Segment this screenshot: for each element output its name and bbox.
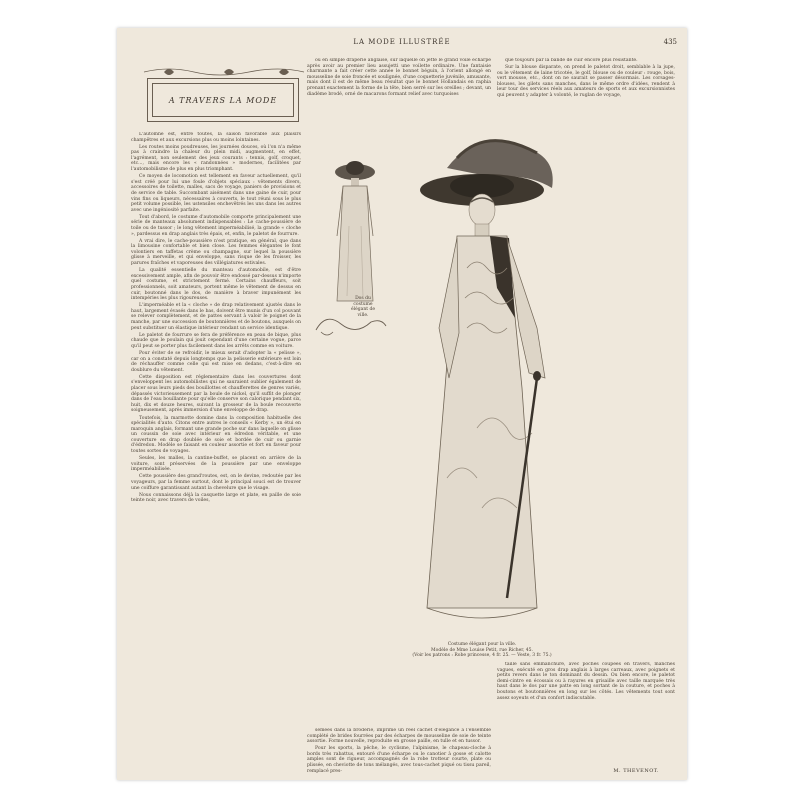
caption-title: Costume élégant pour la ville. [447, 642, 517, 647]
page-number: 435 [663, 38, 677, 46]
paragraph: Nous connaissons déjà la casquette large et plate, en paille de soie teinte noir, avec travers de voiles, [131, 492, 301, 504]
text-column-1 [131, 132, 301, 752]
paragraph: L'imperméable et la « cloche » de drap relativement ajustés dans le haut, largement évasés dans le bas, doivent être munis d'un col pouvant se relever complètement, et de pattes servant à valoir le poignet de la manche, par une succession de boutonnières et de boutons, auxquels on peut substituer un élastique intérieur rendant un service identique. [131, 303, 301, 331]
flourish-ornament [311, 310, 391, 340]
paragraph: Les routes moins poudreuses, les journées douces, où l'on n'a même pas à craindre la chaleur du plein midi, augmentent, en effet, l'agrément, non seulement des jeux courants : tennis, golf, croquet, etc..., mais encore les « randonnées » modernes, facilitées par l'automobilisme de plus en plus triomphant. [131, 144, 301, 173]
paragraph: Sur la blouse disparate, on prend le paletot droit, semblable à la jupe, ou le vêtement de laine tricotée, le golf, blouse ou de couleur : rouge, bois, vert mousse, etc., dont on ne saurait se passer désormais. Les corsages-blouses, les gilets sans manches, dans le même ordre d'idées, rendent à leur tour des services réels aux amateurs de sports et aux excursionnistes qui peuvent y adapter à volonté, le ruglan de voyage, [497, 65, 675, 99]
article-heading: A TRAVERS LA MODE [168, 95, 278, 105]
paragraph: Toutefois, la marmotte domine dans la composition habituelle des spécialités d'auto. Citons entre autres le conseils « Kerby », un étui en maroquin anglais, formant une grande poche sur dans laquelle on glisse un coussin de soie avec intérieur en édredon véritable, et une couverture en drap doublée de soie et bordée de cuir ou garnie d'édredon. Modèle se faisant en couleur assortie et fort en faveur pour toutes sortes de voyages. [131, 415, 301, 455]
text-column-3-bottom [497, 662, 675, 748]
journal-title: LA MODE ILLUSTRÉE [353, 38, 451, 46]
text-column-2-bottom [307, 728, 491, 778]
illustration-caption [387, 642, 577, 659]
text-column-2-top [307, 58, 491, 130]
header-ornament [139, 64, 309, 78]
paragraph: que toujours par la bande de cuir encore plus résistante. [505, 58, 638, 63]
author-signature: M. THEVENOT. [613, 768, 659, 774]
paragraph: Ce moyen de locomotion est tellement en faveur actuellement, qu'il s'est créé pour lui une foule d'objets spéciaux : vêtements divers, accessoires de toilette, malles, sacs de voyage, paniers de provisions et de service de table. Succombant aisément dans une gaine de cuir, pour vins fins ou liqueurs, nécessaires à couverts, le tout réuni sous le plus petit volume possible, les ustensiles enchevêtrés les uns dans les autres avec une ingéniosité parfaite. [131, 174, 301, 213]
fashion-illustration [387, 128, 577, 638]
article-heading-box [147, 78, 299, 122]
caption-model: Modèle de Mme Louise Petit, rue Richer, 45. [431, 647, 533, 653]
paragraph: taillé sans emmanchure, avec poches coupées en travers, manches vagues, exécuté en gros drap anglais à larges carreaux, avec poignets et petits revers dans le ton dominant du dessin. Ou bien encore, le paletot demi-cintre en écossais ou à rayures en grisaille avec taille marquée très haut dans le dos par une patte en long sortant de la couture, et poches à boutons et boutonnières en long sur les côtés. Les vêtements tout sont assez soyeuts et d'un confort indiscutable. [497, 662, 675, 701]
paragraph: Cette disposition est réglementaire dans les couvertures dont s'enveloppent les automobilistes qui ne sauraient oublier également de placer sous leurs pieds des bouillottes et chaufferettes de genres variés, dépassés victorieusement par la boule de nickel, qu'il suffit de plonger dans de l'eau bouillante pour qu'elle conserve son calorique pendant six, huit, dix et douze heures, suivant la grosseur de la boule recouverte soigneusement, après immersion d'une enveloppe de drap. [131, 374, 301, 414]
paragraph: Cette poussière des grand'routes, est, on le devine, redoutée par les voyageurs, par la femme surtout, dont le principal souci est de trouver une coiffure garantissant autant la chevelure que le visage. [131, 474, 301, 491]
paragraph: semées dans la broderie, imprimé un réel cachet d'élégance à l'ensemble complété de brides fourrées par des écharpes de mousseline de soie de teinte assortie. Forme nouvelle, reproduite en grosse paille, en tulle et en tussor. [307, 728, 491, 745]
caption-patterns: (Voir les patrons : Robe princesse, 4 fr. 25. — Veste, 3 fr. 75.) [412, 653, 552, 658]
paragraph: Pour les sports, la pêche, le cyclisme, l'alpinisme, le chapeau-cloche à bords très rabattus, entouré d'une écharpe ou le canotier à gosse et calotte amples sont de rigueur, accompagnés de la robe trotteur courte, plate ou plissée, en cheviotte de tons mélangés, avec tous-cachet piqué ou tissu pareil, remplacé pres- [307, 746, 491, 774]
back-view-illustration [325, 156, 385, 306]
back-view-caption: Dos du costume élégant de ville. [350, 296, 375, 318]
paragraph: La qualité essentielle du manteau d'automobile, est d'être excessivement ample, afin de pouvoir être endossé par-dessus n'importe quel costume, et strictement fermé. Certains chauffeurs, soit professionnels, soit amateurs, portent même le vêtement de dessus en cuir, boutonné dans le dos, de manière à braver impunément les intempéries les plus rigoureuses. [131, 268, 301, 302]
paragraph: Pour éviter de se refroidir, le mieux serait d'adopter la « pelisse », car on a constaté depuis longtemps que la pelisserie extérieure est loin de réchauffer comme celle qui est mise en dedans, c'est-à-dire en doublure du vêtement. [131, 350, 301, 373]
paragraph: Tout d'abord, le costume d'automobile comporte principalement une série de manteaux absolument indispensables : Le cache-poussière de toile ou de tussor ; le long vêtement imperméabilisé, la grande « cloche », pardessus en drap anglais très épais, et, enfin, le paletot de fourrure. [131, 214, 301, 237]
page-header [117, 38, 687, 50]
paragraph: ou en simple draperie anglaise, sur laquelle on jette le grand voile écharpe après avoir au premier lieu assujetti une voilette ordinaire. Une fantaisie charmante a fait créer cette année le bonnet béguin, à l'orient allongé en mousseline de soie froncée et soulignée, d'une coquetterie juvénile, amusante, mais dont il est de même beau résultat que le bonnet Hollandais en raphia prenant exactement la forme de la tête, bien serré sur les oreilles ; devant, un diadème brodé, orné de macarons formant relief avec turquoises [307, 58, 491, 97]
paragraph: Le paletot de fourrure se fera de préférence en peau de bique, plus chaude que le poulain qui jouit cependant d'une certaine vogue, parce qu'il peut se porter plus facilement dans les arrêts comme en voiture. [131, 332, 301, 349]
paragraph: Seules, les malles, la cantine-buffet, se placent en arrière de la voiture, sont préservées de la poussière par une enveloppe imperméabilisée. [131, 456, 301, 473]
text-column-3-top [497, 58, 675, 138]
paragraph: A vrai dire, le cache-poussière n'est pratique, en général, que dans la limousine confortable et bien close. Les femmes élégantes le font volontiers en taffetas crème ou champagne, sur lequel la poussière glisse à merveille, et qui enveloppe, sans risque de les froisser, les parures fraîches et vaporeuses des villégiatures estivales. [131, 238, 301, 267]
paragraph: L'automne est, entre toutes, la saison favorable aux plaisirs champêtres et aux excursions plus ou moins lointaines. [131, 132, 301, 143]
magazine-page [117, 28, 687, 780]
